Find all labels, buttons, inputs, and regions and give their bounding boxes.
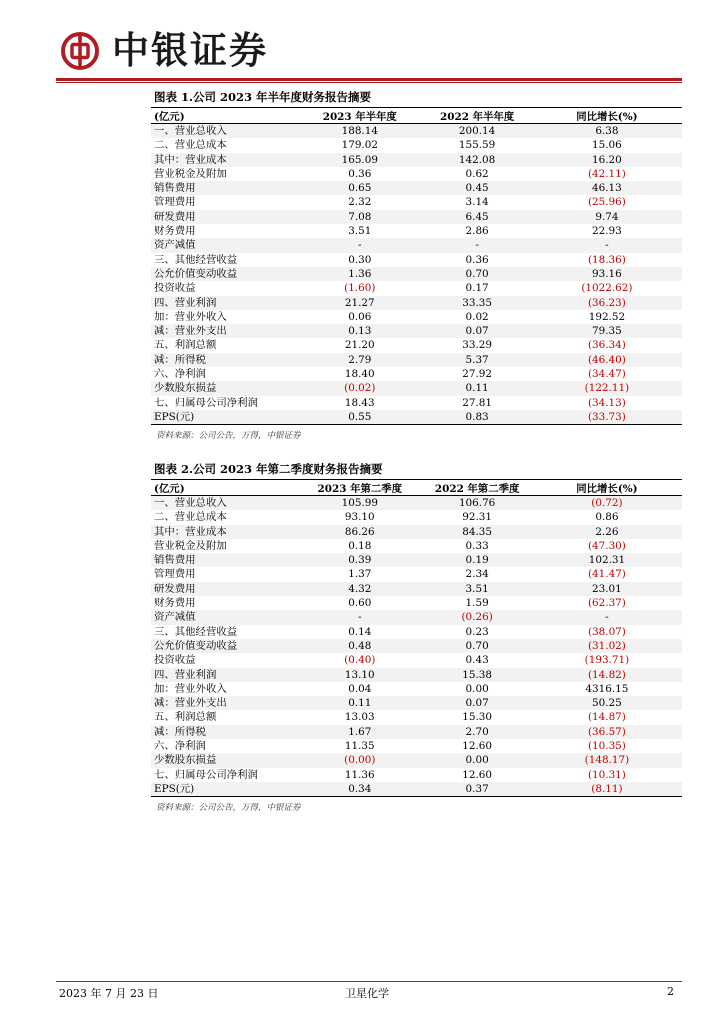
table-cell: 0.02 [465,310,489,323]
table-cell: 21.20 [344,339,375,352]
row-label: 七、归属母公司净利润 [154,768,258,781]
table-cell: 0.36 [465,253,489,266]
table-cell: 0.17 [465,282,489,295]
column-header: 同比增长(%) [532,480,682,496]
row-label: 其中：营业成本 [151,525,297,539]
table-cell: 4.32 [297,582,422,596]
table-cell: 200.14 [422,124,531,139]
table-row [151,653,682,667]
row-label: 一、营业总收入 [151,496,297,511]
bank-of-china-logo-icon [61,32,99,70]
table-cell: (193.71) [584,654,630,667]
table-cell: 15.06 [592,139,622,152]
table-cell: 0.07 [422,324,531,338]
table-cell: (10.35) [587,740,626,753]
table-row [151,353,682,367]
table-cell: 4316.15 [585,682,629,695]
table-cell: (47.30) [587,539,626,552]
table-cell: 1.67 [297,725,422,739]
table-cell: 93.10 [344,511,375,524]
financial-table-half-year [151,87,682,441]
table-cell: (36.23) [532,296,682,310]
table-cell: (8.11) [532,782,682,797]
row-label: 加：营业外收入 [154,682,227,695]
table-cell: 0.23 [465,625,489,638]
table-cell: 33.29 [462,339,492,352]
table-row [151,782,682,797]
table-row [151,167,682,181]
table-row [151,281,682,295]
table-header-row [151,480,682,496]
table-cell: 0.30 [348,253,372,266]
row-label: 资产减值 [151,238,297,252]
table-cell: - [422,238,531,252]
table-cell: (1.60) [344,282,376,295]
column-header: 2023 年第二季度 [297,480,422,496]
row-label: 销售费用 [151,181,297,195]
table-cell: (122.11) [532,381,682,395]
table-row [151,496,682,511]
source-note: 资料来源：公司公告，万得，中银证券 [156,431,301,442]
table-row [151,725,682,739]
table-header-row [151,108,682,124]
column-header: (亿元) [151,480,297,496]
row-label: 营业税金及附加 [154,539,227,552]
row-label: 销售费用 [151,553,297,567]
table-cell: 0.70 [422,639,531,653]
row-label: 管理费用 [154,196,196,209]
table-cell: 0.14 [348,625,372,638]
table-row [151,138,682,152]
table-row [151,338,682,352]
table-cell: 0.55 [297,410,422,425]
company-name: 卫星化学 [345,987,389,1000]
table-cell: (10.31) [587,768,626,781]
header-divider [56,78,682,81]
table-row [151,195,682,209]
column-header: 2022 年半年度 [422,108,531,124]
table-cell: 0.18 [348,539,372,552]
table-cell: 11.35 [344,740,375,753]
table-cell: 0.33 [465,539,489,552]
table-cell: (38.07) [587,625,626,638]
table-cell: 86.26 [297,525,422,539]
row-label: 二、营业总成本 [154,511,227,524]
table-cell: (36.57) [532,725,682,739]
table-cell: 12.60 [462,768,492,781]
footer-divider [56,981,682,982]
table-cell: (25.96) [587,196,626,209]
table-row [151,396,682,410]
table-cell: 142.08 [422,153,531,167]
table-cell: - [532,238,682,252]
table-cell: 3.14 [465,196,489,209]
table-cell: 179.02 [341,139,378,152]
table-cell: 0.04 [348,682,372,695]
row-label: 三、其他经营收益 [154,253,238,266]
row-label: EPS(元) [151,782,297,797]
table-row [151,124,682,139]
table-cell: 0.11 [422,381,531,395]
row-label: 五、利润总额 [154,711,217,724]
table-row [151,324,682,338]
table-cell: 84.35 [422,525,531,539]
table-cell: (42.11) [587,167,626,180]
table-cell: 16.20 [532,153,682,167]
table-row [151,753,682,767]
table-cell: (0.72) [532,496,682,511]
table-cell: 92.31 [462,511,492,524]
table-cell: 105.99 [297,496,422,511]
table-row [151,625,682,639]
table-cell: 11.36 [344,768,375,781]
table-cell: (62.37) [587,597,626,610]
table-row [151,367,682,381]
table-row [151,582,682,596]
row-label: 少数股东损益 [151,753,297,767]
table-cell: 0.39 [297,553,422,567]
table-row [151,410,682,425]
table-cell: 3.51 [422,582,531,596]
header-divider-thin [56,82,682,83]
table-cell: 13.03 [344,711,375,724]
table-row [151,739,682,753]
table-cell: 165.09 [297,153,422,167]
table-cell: 15.30 [462,711,492,724]
table-title: 图表 1.公司 2023 年半年度财务报告摘要 [151,87,682,108]
row-label: 四、营业利润 [151,668,297,682]
table-cell: 106.76 [422,496,531,511]
table-cell: 21.27 [297,296,422,310]
table-cell: 0.36 [348,167,372,180]
row-label: 财务费用 [154,225,196,238]
table-cell: 0.60 [348,597,372,610]
table-row [151,381,682,395]
table-cell: (34.47) [587,368,626,381]
table-row [151,682,682,696]
table-row [151,567,682,581]
table-cell: 93.16 [532,267,682,281]
table-row [151,668,682,682]
table-cell: 1.36 [297,267,422,281]
table-cell: 12.60 [462,740,492,753]
table-cell: 0.00 [465,682,489,695]
table-cell: 1.59 [465,597,489,610]
table-cell: 1.37 [348,568,372,581]
row-label: 七、归属母公司净利润 [154,396,258,409]
table-cell: 0.07 [422,696,531,710]
data-table [151,108,682,425]
table-cell: 102.31 [532,553,682,567]
table-cell: 0.06 [348,310,372,323]
row-label: 六、净利润 [154,368,206,381]
table-cell: 18.40 [344,368,375,381]
row-label: 减：营业外支出 [151,696,297,710]
table-cell: 7.08 [297,210,422,224]
brand-name: 中银证券 [112,29,268,72]
table-cell: (0.02) [297,381,422,395]
table-cell: 6.38 [532,124,682,139]
table-cell: 23.01 [532,582,682,596]
table-cell: (33.73) [532,410,682,425]
table-cell: 2.79 [297,353,422,367]
report-date: 2023 年 7 月 23 日 [59,987,159,1000]
table-cell: 27.81 [462,396,492,409]
row-label: 公允价值变动收益 [151,639,297,653]
table-cell: (148.17) [532,753,682,767]
table-cell: - [532,610,682,624]
table-row [151,296,682,310]
row-label: 二、营业总成本 [154,139,227,152]
table-cell: 0.62 [465,167,489,180]
table-cell: 0.48 [297,639,422,653]
table-cell: 3.51 [348,225,372,238]
table-cell: (0.40) [344,654,376,667]
row-label: 财务费用 [154,597,196,610]
table-row [151,553,682,567]
row-label: 资产减值 [151,610,297,624]
source-note: 资料来源：公司公告，万得，中银证券 [156,803,301,814]
row-label: 五、利润总额 [154,339,217,352]
table-cell: (36.34) [587,339,626,352]
table-cell: 0.37 [422,782,531,797]
table-cell: 0.43 [465,654,489,667]
row-label: 其中：营业成本 [151,153,297,167]
row-label: 公允价值变动收益 [151,267,297,281]
table-cell: 0.70 [422,267,531,281]
table-cell: 155.59 [458,139,496,152]
table-row [151,710,682,724]
table-cell: 46.13 [532,181,682,195]
table-cell: 188.14 [297,124,422,139]
table-cell: 15.38 [422,668,531,682]
row-label: 减：营业外支出 [151,324,297,338]
table-cell: (34.13) [587,396,626,409]
table-cell: 0.13 [297,324,422,338]
data-table [151,480,682,797]
table-row [151,238,682,252]
row-label: 减：所得税 [151,353,297,367]
table-row [151,253,682,267]
column-header: 2022 年第二季度 [422,480,531,496]
table-cell: 79.35 [532,324,682,338]
table-cell: 6.45 [422,210,531,224]
table-row [151,768,682,782]
table-row [151,696,682,710]
table-cell: 0.45 [422,181,531,195]
table-cell: (18.36) [587,253,626,266]
table-cell: 0.11 [297,696,422,710]
table-row [151,224,682,238]
table-row [151,267,682,281]
column-header: 2023 年半年度 [297,108,422,124]
table-row [151,525,682,539]
page-number: 2 [667,985,674,998]
table-cell: 0.34 [297,782,422,797]
table-cell: (1022.62) [581,282,633,295]
table-cell: - [297,610,422,624]
table-cell: (0.00) [297,753,422,767]
table-cell: (0.26) [422,610,531,624]
row-label: 少数股东损益 [151,381,297,395]
table-cell: 33.35 [422,296,531,310]
row-label: 四、营业利润 [151,296,297,310]
table-cell: 13.10 [297,668,422,682]
table-cell: (14.82) [532,668,682,682]
table-cell: 2.32 [348,196,372,209]
table-cell: 2.70 [422,725,531,739]
table-cell: 0.00 [422,753,531,767]
row-label: 一、营业总收入 [151,124,297,139]
table-cell: 192.52 [588,310,626,323]
row-label: 研发费用 [151,210,297,224]
table-row [151,310,682,324]
table-cell: (41.47) [587,568,626,581]
table-cell: 0.86 [595,511,619,524]
table-cell: - [297,238,422,252]
page-header [0,0,724,90]
table-cell: (14.87) [587,711,626,724]
row-label: 营业税金及附加 [154,167,227,180]
table-row [151,639,682,653]
table-row [151,596,682,610]
column-header: (亿元) [151,108,297,124]
column-header: 同比增长(%) [532,108,682,124]
table-cell: 2.34 [465,568,489,581]
table-title: 图表 2.公司 2023 年第二季度财务报告摘要 [151,459,682,480]
table-cell: 18.43 [344,396,375,409]
table-cell: 5.37 [422,353,531,367]
row-label: 投资收益 [154,282,196,295]
financial-table-q2 [151,459,682,813]
table-cell: (46.40) [532,353,682,367]
row-label: 加：营业外收入 [154,310,227,323]
row-label: 六、净利润 [154,740,206,753]
table-row [151,610,682,624]
row-label: 管理费用 [154,568,196,581]
table-cell: 2.26 [532,525,682,539]
table-row [151,210,682,224]
row-label: 研发费用 [151,582,297,596]
table-row [151,181,682,195]
table-cell: (31.02) [532,639,682,653]
row-label: 三、其他经营收益 [154,625,238,638]
row-label: EPS(元) [151,410,297,425]
table-cell: 27.92 [462,368,492,381]
row-label: 投资收益 [154,654,196,667]
row-label: 减：所得税 [151,725,297,739]
table-cell: 50.25 [532,696,682,710]
table-cell: 0.83 [422,410,531,425]
table-cell: 0.65 [297,181,422,195]
table-row [151,153,682,167]
table-cell: 2.86 [465,225,489,238]
table-cell: 0.19 [422,553,531,567]
table-cell: 22.93 [592,225,622,238]
table-row [151,539,682,553]
table-cell: 9.74 [532,210,682,224]
table-row [151,510,682,524]
